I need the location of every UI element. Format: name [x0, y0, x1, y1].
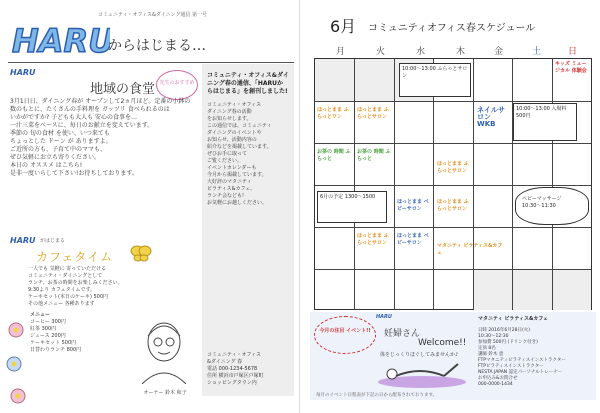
note-cloud: ベビーマッサージ 10:30〜11:30 — [515, 187, 589, 225]
feature-line: ぜひ気軽にお立ち寄りください。 — [10, 154, 101, 161]
promo-info-line: 日時 2016年6月28日(火) — [478, 328, 530, 333]
footer-line: &ダイニング 春 — [207, 359, 243, 365]
event-tue-w3: お茶の 時間 ふらっと — [357, 149, 391, 162]
feature-line: いかがですか? 子どもも大人も 安心の食事を… — [10, 114, 137, 121]
schedule-page — [300, 0, 600, 413]
feature-line: 一汁三菜をベースに、毎日のお献立を変えています。 — [10, 122, 154, 129]
flower-icon — [4, 318, 28, 408]
sidebar-line: ダイニング春の活動 — [207, 109, 252, 115]
promo-info-line: FTPマタニティピラティスインストラクター — [478, 358, 566, 363]
event-mon-w3: お茶の 時間 ふらっと — [317, 149, 351, 162]
promo-info-line: 参加費 500円 (ドリンク付き) — [478, 340, 538, 345]
header-rule — [8, 62, 294, 63]
cafe-line: その他メニュー 各種あります — [28, 301, 95, 307]
feature-line: ちょっとした ドーン が ありますよ。 — [10, 138, 112, 145]
footer-line: 電話 000-1234-5678 — [207, 366, 258, 372]
calendar-empty-cell — [474, 270, 512, 310]
calendar-row-line — [315, 185, 591, 186]
footer-line: ショッピングタウン内 — [207, 380, 257, 386]
promo-info-line: 000-0000-1434 — [478, 382, 513, 387]
footer-line: コミュニティ・オフィス — [207, 352, 261, 358]
sidebar-line: コミュニティ・オフィス — [207, 102, 261, 108]
promo-hand-3: 体をじっくりほぐしてみませんか♪ — [380, 352, 459, 358]
cafe-menu-item: ジュース 200円 — [30, 333, 66, 339]
event-thu-w2: ネイルサロン WKB — [477, 106, 505, 128]
sidebar-line: この通信では、コミュニティ — [207, 123, 272, 129]
promo-info-line: FTPピラティスインストラクター — [478, 364, 544, 369]
owner-signature: オーナー 鈴木 和子 — [143, 390, 187, 396]
promo-info-line: 10:30〜12:30 — [478, 334, 509, 339]
event-tue-w5: ほっとまま ふらっとサロン — [357, 233, 389, 246]
event-thu-w3: ほっとまま ふらっとサロン — [437, 161, 469, 174]
sidebar-line: 紹介などを掲載しています。 — [207, 144, 272, 150]
day-header-fri: 金 — [494, 47, 504, 57]
owner-portrait-drawing — [136, 318, 192, 384]
feature-badge: HARU — [10, 68, 36, 77]
event-wed-w4: ほっとまま ベビーサロン — [397, 199, 429, 212]
promo-section — [310, 312, 596, 400]
haru-logo — [10, 20, 110, 60]
flower-decoration — [4, 318, 28, 408]
sidebar-line: をお知らせします。 — [207, 116, 252, 122]
calendar-empty-cell — [553, 270, 591, 310]
cafe-menu-item: コーヒー 300円 — [30, 319, 66, 325]
logo-subtitle: からはじまる… — [108, 38, 206, 54]
cafe-badge-sub: がはじまる — [40, 238, 66, 244]
feature-line: 季節の 旬の食材 を使い、いつ来ても — [10, 130, 110, 137]
cafe-title: カフェタイム — [36, 250, 114, 264]
day-header-sat: 土 — [532, 47, 542, 57]
cafe-line: ランチ、お茶の時間をお楽しみください。 — [28, 280, 123, 286]
promo-info-line: 講師 鈴木 恵 — [478, 352, 504, 357]
promo-info-line: NESTA JAPAN 認定パーソナルトレーナー — [478, 370, 563, 375]
sidebar-line: 今月から掲載しています。 — [207, 172, 267, 178]
feature-title: 地域の食堂 — [90, 82, 156, 97]
promo-badge: HARU — [376, 314, 392, 320]
sidebar-line: ランチ会なども! — [207, 193, 245, 199]
day-header-thu: 木 — [456, 47, 466, 57]
calendar-empty-cell — [513, 270, 552, 310]
calendar-row-line — [315, 143, 591, 144]
promo-hand-2: Welcome!! — [418, 338, 467, 348]
cafe-line: 9:30より カフェタイムです。 — [28, 287, 96, 293]
feature-line: 是非一度いらして下さい!お待ちしております。 — [10, 170, 138, 177]
calendar-grid — [314, 58, 592, 310]
calendar-empty-cell — [355, 59, 394, 101]
butterfly-icon — [130, 244, 152, 262]
cafe-body — [28, 266, 200, 308]
owner-portrait — [136, 318, 192, 384]
feature-line: 数のもとに、たくさんの手料理を ガッツリ 食べられるのは — [10, 106, 170, 113]
event-tue-w2: ほっとまま ふらっとサロン — [357, 107, 389, 120]
promo-hand-1: 妊婦さん — [384, 329, 421, 339]
sidebar-footer — [207, 352, 264, 387]
cafe-menu-item: ケーキセット 500円 — [30, 340, 77, 346]
cafe-badge: HARU — [10, 236, 36, 245]
sidebar-line: ダイニングのイベントや — [207, 130, 262, 136]
pilates-illustration-svg — [370, 360, 474, 390]
cafe-menu-item: 日替わりランチ 800円 — [30, 347, 82, 353]
promo-info-line: お申込み&お問合せ — [478, 376, 518, 381]
haru-logo-art — [10, 20, 110, 60]
promo-circle-text: 今月の注目 イベント!! — [319, 328, 371, 334]
sidebar-line: お気軽にお越しください。 — [207, 200, 268, 206]
feature-line: 3月1日日、ダイニング春が オープンして2ヵ月ほど。定番の小鉢の — [10, 98, 191, 105]
sidebar-body — [207, 102, 289, 207]
recommend-stamp — [156, 70, 198, 100]
promo-circle — [314, 316, 376, 354]
footer-line: 住所 横浜市戸塚区戸塚町 — [207, 373, 264, 379]
schedule-month: 6月 — [330, 17, 357, 36]
promo-footer: 毎月のイベント日程表が下記の日から配布されております。 — [316, 393, 438, 398]
schedule-title: コミュニティオフィス春スケジュール — [368, 23, 536, 34]
feature-line: 本日の オススメ はこちら! — [10, 162, 83, 169]
event-thu-w4: ほっとまま ふらっとサロン — [437, 199, 469, 212]
cafe-menu — [30, 312, 130, 354]
cafe-menu-title: メニュー — [30, 312, 51, 318]
cafe-line: 一人でも 気軽に 寄っていただける — [28, 266, 107, 272]
sidebar-line: ぜひお手に取って — [207, 151, 248, 157]
note-box-1: 10:00〜13:00 ふらっとサロン — [399, 63, 471, 97]
promo-info-line: 定員 8名 — [478, 346, 496, 351]
sidebar — [202, 64, 294, 396]
cafe-line: コミュニティ・ダイニングとして — [28, 273, 103, 279]
promo-info — [478, 328, 594, 388]
day-header-sun: 日 — [568, 47, 578, 57]
sidebar-line: ご覧ください。 — [207, 158, 243, 164]
calendar-empty-cell — [315, 59, 354, 101]
calendar-row-line — [315, 227, 591, 228]
sidebar-line: ピラティス&カフェ、 — [207, 186, 256, 192]
sidebar-line: イベントカレンダーも — [207, 165, 257, 171]
calendar-row-line — [315, 101, 591, 102]
butterfly-icon-svg — [130, 244, 152, 262]
cafe-line: ケーキセット(本日のケーキ) 500円 — [28, 294, 109, 300]
cafe-menu-item: 紅茶 300円 — [30, 326, 57, 332]
promo-title: マタニティ ピラティス&カフェ — [478, 316, 549, 322]
event-sun-w1: キッズ ミュージカル 体験会 — [555, 61, 587, 74]
haru-logo-text: HARU — [12, 22, 110, 60]
recommend-stamp-text: 先生のおすすめ — [159, 80, 195, 86]
event-wed-w5: ほっとまま ベビーサロン — [397, 233, 429, 246]
feature-line: ご近所の方も、子育て中のママも、 — [10, 146, 107, 153]
day-header-tue: 火 — [376, 47, 386, 57]
note-box-3: 6月の予定 1300〜1500 — [317, 191, 387, 223]
event-mon-w2: ほっとまま ふらっとワン — [317, 107, 349, 120]
day-header-wed: 水 — [416, 47, 426, 57]
event-maternity: マタニティ ピラティス&カフェ — [437, 243, 503, 256]
feature-body — [10, 98, 198, 178]
sidebar-line: お知らせ、活動内容の — [207, 137, 257, 143]
day-header-mon: 月 — [336, 47, 346, 57]
note-box-2: 10:00〜13:00 入場料 500円 — [513, 103, 577, 141]
sidebar-heading: コミュニティ・オフィス&ダイニング春の通信、「HARUからはじまる」を創刊しました! — [207, 72, 289, 95]
header-tagline: コミュニティ・オフィス&ダイニング通信 第一号 — [98, 12, 208, 18]
pilates-illustration — [370, 360, 474, 390]
sidebar-line: 大好評のマタニティ — [207, 179, 252, 185]
